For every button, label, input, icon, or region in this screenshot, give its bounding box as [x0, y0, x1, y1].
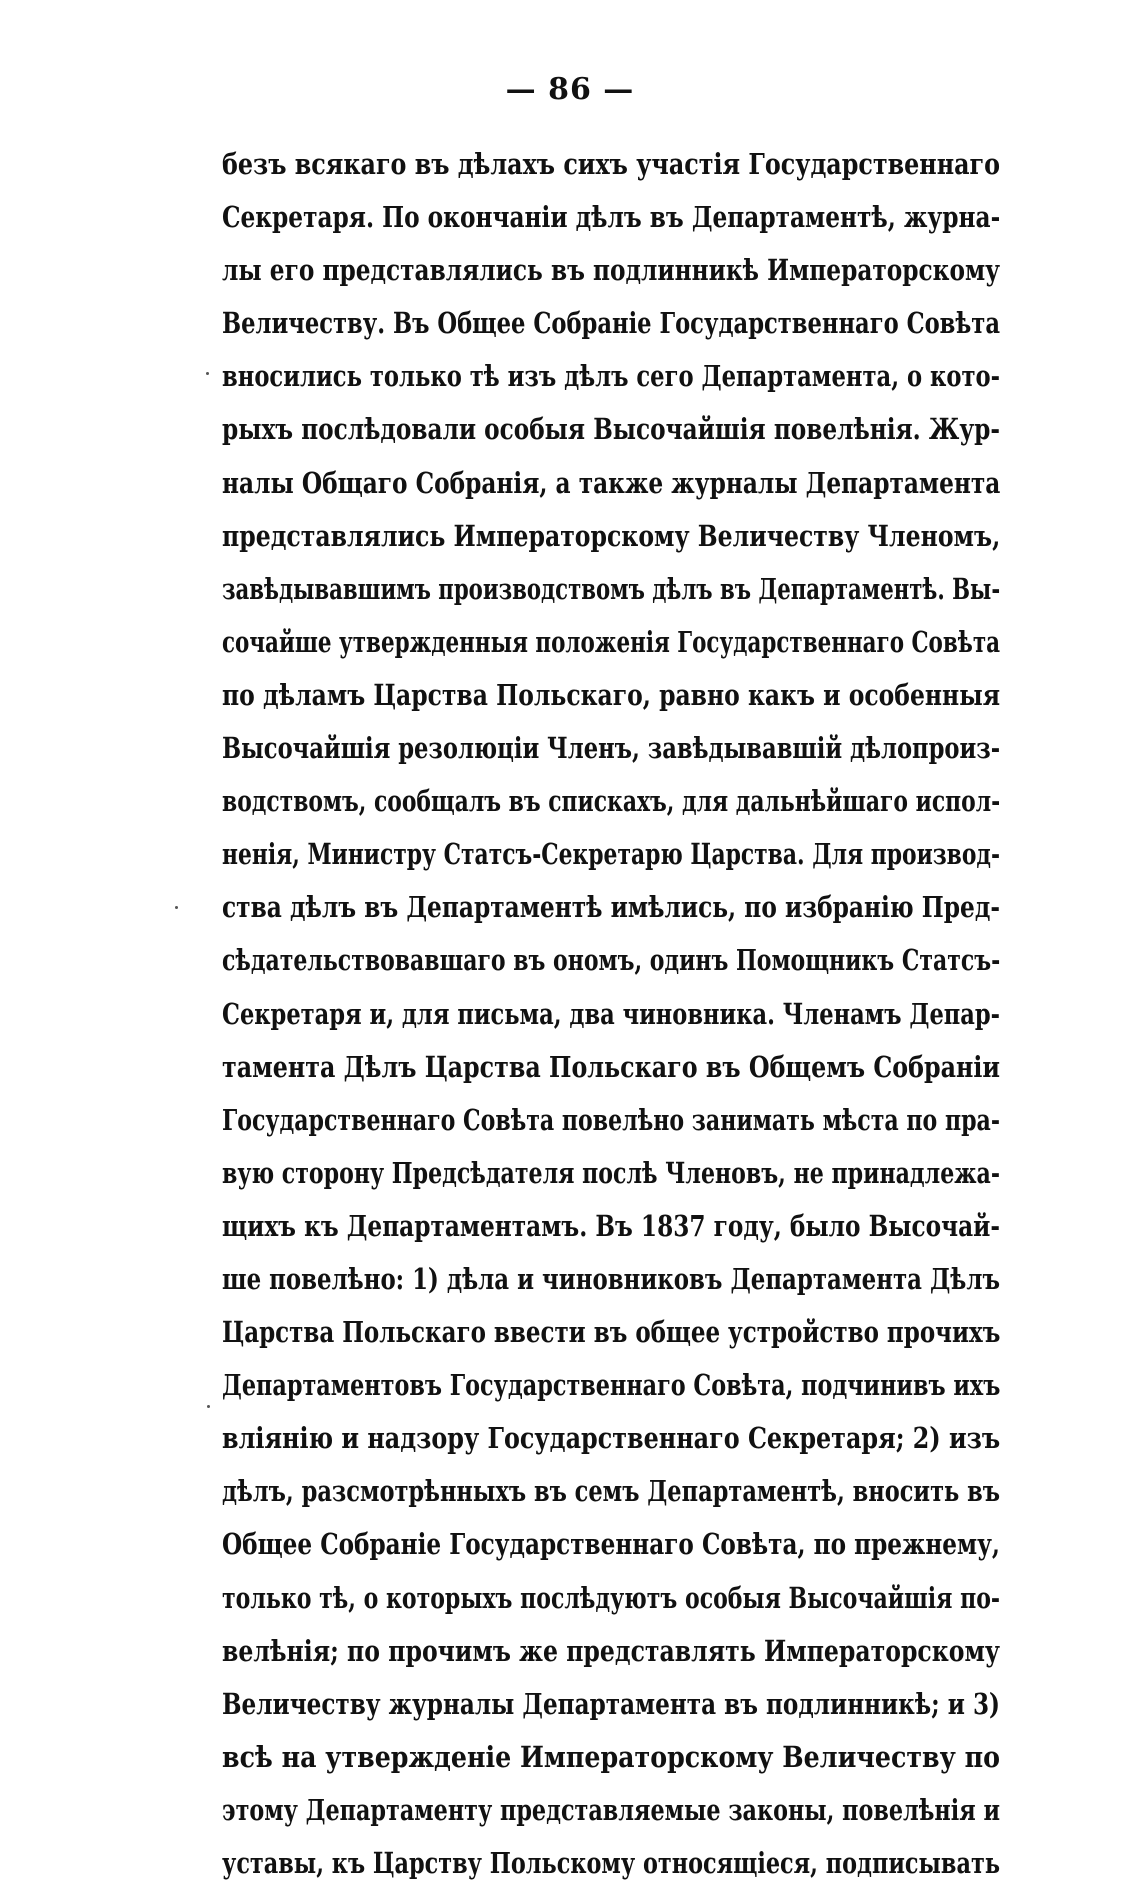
margin-speck	[175, 906, 178, 909]
text-line: Секретаря и, для письма, два чиновника. Членамъ Депар-	[222, 996, 1000, 1031]
text-line: тамента Дѣлъ Царства Польскаго въ Общемъ Собраніи	[222, 1049, 1000, 1084]
margin-speck	[206, 372, 209, 375]
text-line: лы его представлялись въ подлинникѣ Императорскому	[222, 253, 1000, 288]
text-line: безъ всякаго въ дѣлахъ сихъ участія Государственнаго	[222, 147, 1001, 181]
margin-speck	[207, 1405, 210, 1408]
text-line: по дѣламъ Царства Польскаго, равно какъ и особенныя	[222, 677, 1001, 712]
text-line: Высочайшія резолюціи Членъ, завѣдывавшій дѣлопроиз-	[222, 731, 1001, 766]
text-line: вую сторону Предсѣдателя послѣ Членовъ, не принадлежа-	[222, 1155, 1000, 1190]
text-line: Секретаря. По окончаніи дѣлъ въ Департаментѣ, журна-	[222, 200, 1001, 235]
page-number: — 86 —	[505, 72, 635, 107]
text-line: вносились только тѣ изъ дѣлъ сего Департамента, о кото-	[222, 359, 1000, 394]
text-line: водствомъ, сообщалъ въ спискахъ, для дальнѣйшаго испол-	[222, 784, 1001, 819]
text-line: Общее Собраніе Государственнаго Совѣта, по прежнему,	[222, 1527, 1000, 1562]
text-line: Царства Польскаго ввести въ общее устройство прочихъ	[222, 1315, 1001, 1350]
text-line: дѣлъ, разсмотрѣнныхъ въ семъ Департаментѣ, вносить въ	[222, 1474, 1001, 1509]
text-line: ства дѣлъ въ Департаментѣ имѣлись, по избранію Пред-	[222, 890, 1000, 925]
text-line: этому Департаменту представляемые законы, повелѣнія и	[222, 1792, 1000, 1827]
text-line: завѣдывавшимъ производствомъ дѣлъ въ Департаментѣ. Вы-	[222, 571, 1001, 606]
text-line: представлялись Императорскому Величеству Членомъ,	[222, 518, 1001, 553]
text-line: только тѣ, о которыхъ послѣдуютъ особыя Высочайшія по-	[222, 1580, 1001, 1615]
text-line: Величеству. Въ Общее Собраніе Государственнаго Совѣта	[222, 306, 1000, 341]
text-line: Департаментовъ Государственнаго Совѣта, подчинивъ ихъ	[222, 1368, 1001, 1403]
text-line: Государственнаго Совѣта повелѣно занимать мѣста по пра-	[222, 1102, 1001, 1137]
text-line: налы Общаго Собранія, а также журналы Департамента	[222, 465, 1001, 500]
text-line: рыхъ послѣдовали особыя Высочайшія повелѣнія. Жур-	[222, 412, 1000, 447]
text-line: вліянію и надзору Государственнаго Секретаря; 2) изъ	[222, 1421, 1001, 1456]
text-line: велѣнія; по прочимъ же представлять Императорскому	[222, 1633, 1000, 1668]
body-text	[222, 138, 1000, 1890]
text-line: ше повелѣно: 1) дѣла и чиновниковъ Департамента Дѣлъ	[222, 1261, 1000, 1296]
text-line: Величеству журналы Департамента въ подлинникѣ; и 3)	[222, 1686, 1000, 1721]
text-line: сѣдательствовавшаго въ ономъ, одинъ Помощникъ Статсъ-	[222, 943, 1001, 978]
text-line: сочайше утвержденныя положенія Государственнаго Совѣта	[222, 624, 1001, 659]
text-line: всѣ на утвержденіе Императорскому Величеству по	[222, 1739, 1000, 1774]
text-line: ненія, Министру Статсъ-Секретарю Царства. Для производ-	[222, 837, 1000, 872]
text-line: щихъ къ Департаментамъ. Въ 1837 году, было Высочай-	[222, 1208, 1000, 1243]
text-line: уставы, къ Царству Польскому относящіеся, подписывать	[222, 1846, 1000, 1880]
